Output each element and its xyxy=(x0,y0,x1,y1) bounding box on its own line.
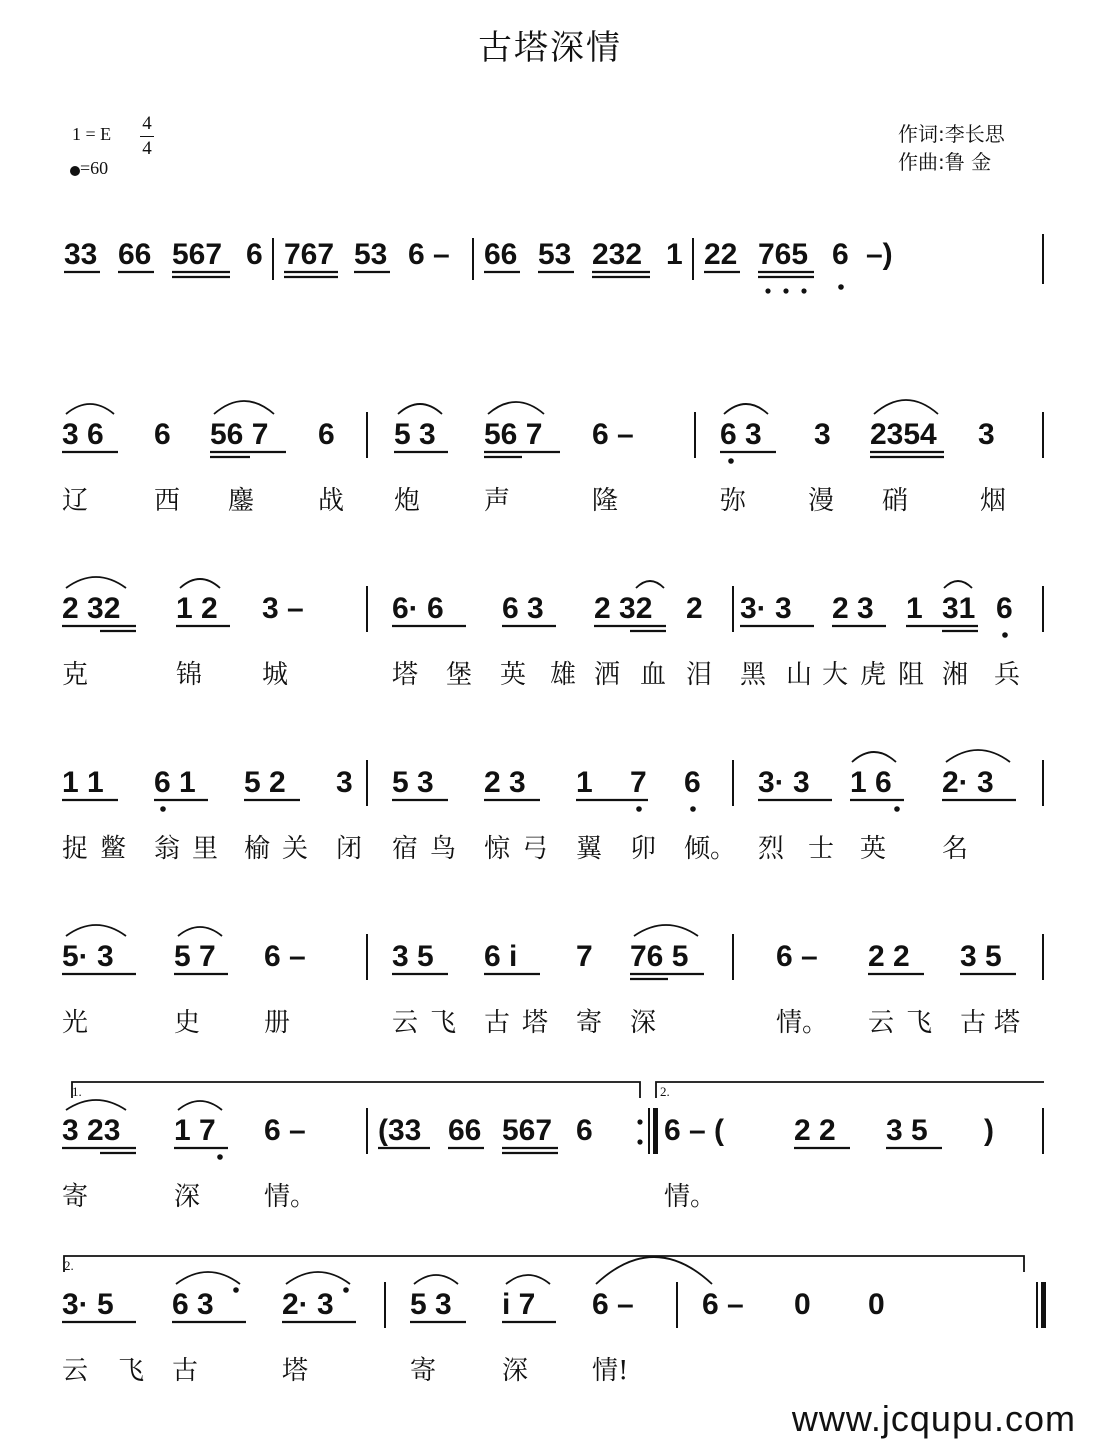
note-group: 33 xyxy=(64,238,98,271)
note-group: 3 5 xyxy=(886,1114,928,1147)
lyric: 锦 xyxy=(176,660,203,690)
note-group: 6 – xyxy=(408,238,450,271)
note-group: 1 6 xyxy=(850,766,892,799)
lyric: 翁 xyxy=(154,834,181,864)
lyric: 辽 xyxy=(62,486,89,516)
lyric: 鏖 xyxy=(228,486,255,516)
lyric: 惊 xyxy=(484,834,511,864)
lyric: 虎 xyxy=(860,660,887,690)
score-line-4 xyxy=(0,940,1100,1050)
lyric: 城 xyxy=(262,660,289,690)
lyric: 飞 xyxy=(430,1008,457,1038)
lyric: 鳖 xyxy=(100,834,127,864)
lyric: 寄 xyxy=(62,1182,89,1212)
barline xyxy=(732,934,734,980)
final-barline-thick xyxy=(1041,1282,1046,1328)
lyric: 古 xyxy=(484,1008,511,1038)
note-group: 3 – xyxy=(262,592,304,625)
note-group: 6 – xyxy=(702,1288,744,1321)
lyric: 烟 xyxy=(980,486,1007,516)
note-group: 232 xyxy=(592,238,643,271)
note-group: 1 2 xyxy=(176,592,218,625)
lyric: 塔 xyxy=(392,660,419,690)
lyric: 情。 xyxy=(264,1182,317,1212)
note-group: –) xyxy=(866,238,893,271)
note-group: 6 3 xyxy=(172,1288,214,1321)
note-group: 6 xyxy=(576,1114,593,1147)
lyric: 闭 xyxy=(336,834,363,864)
lyric: 飞 xyxy=(906,1008,933,1038)
note-group: 2· 3 xyxy=(282,1288,334,1321)
lyric: 飞 xyxy=(118,1356,145,1386)
note-group: 567 xyxy=(502,1114,553,1147)
lyric: 榆 xyxy=(244,834,271,864)
lyric: 云 xyxy=(392,1008,419,1038)
volta-1-label: 1. xyxy=(72,1084,82,1099)
lyric: 雄 xyxy=(550,660,577,690)
note-group: 6 i xyxy=(484,940,518,973)
note-group: 76 5 xyxy=(630,940,689,973)
barline xyxy=(366,934,368,980)
barline xyxy=(732,760,734,806)
lyric: 里 xyxy=(192,834,219,864)
note-group: 5 7 xyxy=(174,940,216,973)
lyric: 堡 xyxy=(446,660,473,690)
lyric: 塔 xyxy=(522,1008,549,1038)
note-group: 56 7 xyxy=(484,418,543,451)
barline xyxy=(676,1282,678,1328)
lyric: 弥 xyxy=(720,486,747,516)
lyric: 鸟 xyxy=(430,834,457,864)
lyric: 塔 xyxy=(282,1356,309,1386)
lyric: 情。 xyxy=(776,1008,829,1038)
note-group: 3 xyxy=(978,418,995,451)
lyric: 翼 xyxy=(576,834,603,864)
lyric: 名 xyxy=(942,834,969,864)
score-line-1 xyxy=(0,418,1100,528)
note-group: 6 xyxy=(246,238,263,271)
volta-2-label: 2. xyxy=(64,1258,74,1273)
lyric: 烈 xyxy=(758,834,785,864)
note-group: 56 7 xyxy=(210,418,269,451)
lyric: 炮 xyxy=(394,486,421,516)
note-group: 1 1 xyxy=(62,766,104,799)
final-barline xyxy=(1036,1282,1038,1328)
lyric: 关 xyxy=(282,834,309,864)
note-group: 1 7 xyxy=(174,1114,216,1147)
note-group: 66 xyxy=(448,1114,482,1147)
lyric: 册 xyxy=(264,1008,291,1038)
note-group: i 7 xyxy=(502,1288,536,1321)
note-group: 31 xyxy=(942,592,976,625)
key-signature: 1 = E xyxy=(72,124,112,144)
note-group: 2 2 xyxy=(868,940,910,973)
barline xyxy=(366,586,368,632)
note-group: 2 3 xyxy=(832,592,874,625)
note-group: 53 xyxy=(354,238,388,271)
note-group: 53 xyxy=(538,238,572,271)
quarter-note-icon xyxy=(70,166,80,176)
note-group: 22 xyxy=(704,238,738,271)
lyric: 寄 xyxy=(576,1008,603,1038)
lyric: 湘 xyxy=(942,660,969,690)
score-line-3 xyxy=(0,766,1100,876)
note-group: 2 32 xyxy=(62,592,121,625)
note-group: 6 – xyxy=(264,940,306,973)
note-group: 6 – xyxy=(592,418,634,451)
barline xyxy=(472,238,474,280)
lyric: 光 xyxy=(62,1008,89,1038)
lyric: 寄 xyxy=(410,1356,437,1386)
repeat-barline xyxy=(648,1108,650,1154)
barline xyxy=(1042,934,1044,980)
barline xyxy=(1042,234,1044,284)
note-group: 6 – ( xyxy=(664,1114,725,1147)
lyric: 云 xyxy=(62,1356,89,1386)
note-group: 6· 6 xyxy=(392,592,444,625)
lyric: 漫 xyxy=(808,486,835,516)
score-line-5 xyxy=(0,1084,1100,1224)
note-group: 3· 5 xyxy=(62,1288,114,1321)
note-group: 2 2 xyxy=(794,1114,836,1147)
score-line-intro xyxy=(0,238,1100,298)
note-group: 5 3 xyxy=(392,766,434,799)
lyric: 英 xyxy=(500,660,527,690)
lyric: 云 xyxy=(868,1008,895,1038)
note-group: 2 3 xyxy=(484,766,526,799)
lyric: 声 xyxy=(484,486,511,516)
note-group: 3 5 xyxy=(392,940,434,973)
lyric: 大 xyxy=(822,660,849,690)
tempo-marking: =60 xyxy=(70,158,108,179)
watermark: www.jcqupu.com xyxy=(791,1398,1076,1439)
note-group: 66 xyxy=(118,238,152,271)
note-group: 1 xyxy=(576,766,593,799)
lyric: 深 xyxy=(174,1182,201,1212)
lyric: 战 xyxy=(318,486,345,516)
lyric: 克 xyxy=(62,660,89,690)
barline xyxy=(366,412,368,458)
barline xyxy=(732,586,734,632)
lyric: 洒 xyxy=(594,660,621,690)
lyric: 黑 xyxy=(740,660,767,690)
note-group: 1 xyxy=(666,238,683,271)
note-group: (33 xyxy=(378,1114,422,1147)
lyric: 深 xyxy=(630,1008,657,1038)
note-group: 6 3 xyxy=(502,592,544,625)
note-group: 765 xyxy=(758,238,809,271)
lyric: 硝 xyxy=(882,486,909,516)
note-group: ) xyxy=(984,1114,994,1147)
lyric: 倾。 xyxy=(684,834,737,864)
lyric: 泪 xyxy=(686,660,713,690)
note-group: 0 xyxy=(868,1288,885,1321)
note-group: 3 xyxy=(814,418,831,451)
lyric: 隆 xyxy=(592,486,619,516)
lyric: 塔 xyxy=(994,1008,1021,1038)
note-group: 5 3 xyxy=(410,1288,452,1321)
lyric: 卯 xyxy=(630,834,657,864)
composer-credit: 作曲:鲁 金 xyxy=(898,150,992,174)
note-group: 6 xyxy=(832,238,849,271)
note-group: 6 xyxy=(684,766,701,799)
barline xyxy=(694,412,696,458)
barline xyxy=(1042,412,1044,458)
note-group: 6 – xyxy=(264,1114,306,1147)
lyric: 捉 xyxy=(62,834,89,864)
barline xyxy=(1042,586,1044,632)
note-group: 6 xyxy=(996,592,1013,625)
volta-2-label: 2. xyxy=(660,1084,670,1099)
lyric: 英 xyxy=(860,834,887,864)
note-group: 66 xyxy=(484,238,518,271)
lyric: 兵 xyxy=(994,660,1021,690)
note-group: 7 xyxy=(576,940,593,973)
note-group: 6 3 xyxy=(720,418,762,451)
barline xyxy=(366,1108,368,1154)
note-group: 3· 3 xyxy=(740,592,792,625)
note-group: 767 xyxy=(284,238,335,271)
note-group: 567 xyxy=(172,238,223,271)
note-group: 5 3 xyxy=(394,418,436,451)
repeat-barline-thick xyxy=(653,1108,658,1154)
lyric: 弓 xyxy=(522,834,549,864)
note-group: 6 xyxy=(318,418,335,451)
note-group: 0 xyxy=(794,1288,811,1321)
lyric: 史 xyxy=(174,1008,201,1038)
credits xyxy=(898,120,1005,176)
lyric: 士 xyxy=(808,834,835,864)
time-signature-bottom: 4 xyxy=(142,138,152,159)
time-signature xyxy=(136,112,158,161)
barline xyxy=(1042,1108,1044,1154)
lyric: 情。 xyxy=(664,1182,717,1212)
note-group: 2 32 xyxy=(594,592,653,625)
lyric: 情! xyxy=(592,1356,629,1386)
note-group: 7 xyxy=(630,766,647,799)
note-group: 6 – xyxy=(592,1288,634,1321)
barline xyxy=(1042,760,1044,806)
lyric: 深 xyxy=(502,1356,529,1386)
lyric: 古 xyxy=(960,1008,987,1038)
note-group: 5· 3 xyxy=(62,940,114,973)
lyric: 古 xyxy=(172,1356,199,1386)
barline xyxy=(692,238,694,280)
note-group: 3 23 xyxy=(62,1114,121,1147)
lyric: 山 xyxy=(786,660,813,690)
note-group: 3 5 xyxy=(960,940,1002,973)
barline xyxy=(384,1282,386,1328)
score-line-6 xyxy=(0,1258,1100,1398)
barline xyxy=(366,760,368,806)
note-group: 2· 3 xyxy=(942,766,994,799)
lyric: 西 xyxy=(154,486,181,516)
lyric: 阻 xyxy=(898,660,925,690)
score-line-2 xyxy=(0,592,1100,702)
note-group: 3· 3 xyxy=(758,766,810,799)
lyric: 血 xyxy=(640,660,667,690)
note-group: 6 1 xyxy=(154,766,196,799)
note-group: 2 xyxy=(686,592,703,625)
note-group: 3 6 xyxy=(62,418,104,451)
note-group: 3 xyxy=(336,766,353,799)
note-group: 5 2 xyxy=(244,766,286,799)
note-group: 6 xyxy=(154,418,171,451)
time-signature-top: 4 xyxy=(142,113,152,134)
note-group: 1 xyxy=(906,592,923,625)
lyricist-credit: 作词:李长思 xyxy=(898,122,1005,146)
note-group: 6 – xyxy=(776,940,818,973)
barline xyxy=(272,238,274,280)
page-title: 古塔深情 xyxy=(478,28,622,68)
note-group: 2354 xyxy=(870,418,937,451)
lyric: 宿 xyxy=(392,834,419,864)
